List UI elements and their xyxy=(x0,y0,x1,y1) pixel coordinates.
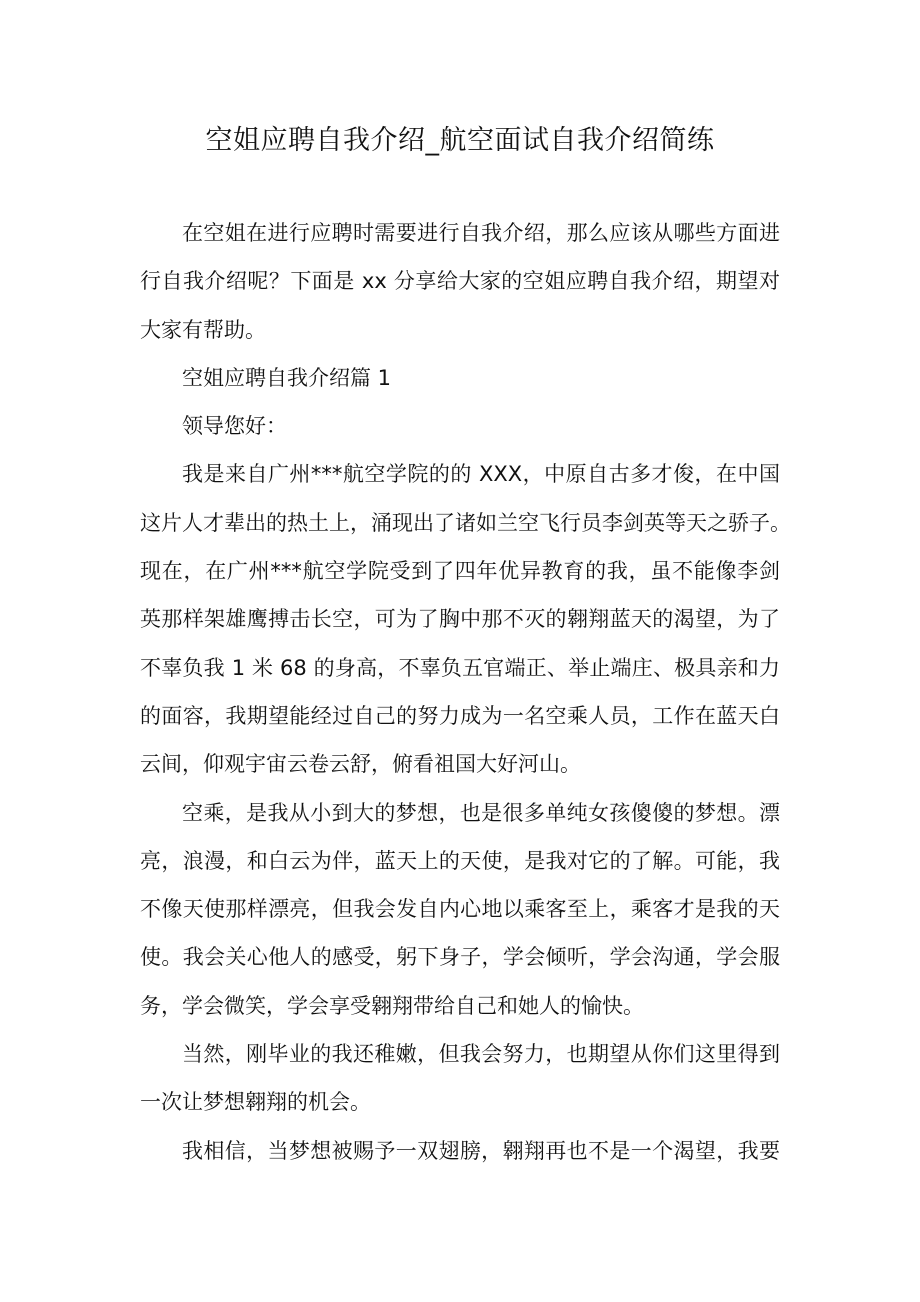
text-line: 英那样架雄鹰搏击长空，可为了胸中那不灭的翱翔蓝天的渴望，为了 xyxy=(140,607,780,632)
text-line: 不辜负我 1 米 68 的身高，不辜负五官端正、举止端庄、极具亲和力 xyxy=(140,655,780,680)
paragraph xyxy=(140,209,780,354)
document-body xyxy=(140,209,791,1175)
paragraph xyxy=(140,402,780,450)
text-line: 行自我介绍呢？下面是 xx 分享给大家的空姐应聘自我介绍，期望对 xyxy=(140,269,780,294)
paragraph xyxy=(140,789,780,1030)
paragraph xyxy=(140,354,780,402)
text-line: 领导您好： xyxy=(182,414,287,439)
text-line: 当然，刚毕业的我还稚嫩，但我会努力，也期望从你们这里得到 xyxy=(182,1042,780,1067)
text-line: 云间，仰观宇宙云卷云舒，俯看祖国大好河山。 xyxy=(140,752,581,777)
text-line: 不像天使那样漂亮，但我会发自内心地以乘客至上，乘客才是我的天 xyxy=(140,897,780,922)
paragraph xyxy=(140,1127,780,1175)
text-line: 空乘，是我从小到大的梦想，也是很多单纯女孩傻傻的梦想。漂 xyxy=(182,800,780,825)
text-line: 空姐应聘自我介绍篇 1 xyxy=(182,365,392,390)
text-line: 我相信，当梦想被赐予一双翅膀，翱翔再也不是一个渴望，我要 xyxy=(182,1138,780,1163)
text-line: 一次让梦想翱翔的机会。 xyxy=(140,1090,371,1115)
text-line: 务，学会微笑，学会享受翱翔带给自己和她人的愉快。 xyxy=(140,993,644,1018)
paragraph xyxy=(140,1030,780,1127)
text-line: 使。我会关心他人的感受，躬下身子，学会倾听，学会沟通，学会服 xyxy=(140,945,780,970)
text-line: 的面容，我期望能经过自己的努力成为一名空乘人员，工作在蓝天白 xyxy=(140,703,780,728)
text-line: 亮，浪漫，和白云为伴，蓝天上的天使，是我对它的了解。可能，我 xyxy=(140,848,780,873)
text-line: 现在，在广州***航空学院受到了四年优异教育的我，虽不能像李剑 xyxy=(140,559,780,584)
text-line: 这片人才辈出的热土上，涌现出了诸如兰空飞行员李剑英等天之骄子。 xyxy=(140,510,791,535)
document-title: 空姐应聘自我介绍_航空面试自我介绍简练 xyxy=(205,125,715,156)
paragraph xyxy=(140,450,791,788)
text-line: 大家有帮助。 xyxy=(140,317,266,342)
text-line: 在空姐在进行应聘时需要进行自我介绍，那么应该从哪些方面进 xyxy=(182,221,780,245)
text-line: 我是来自广州***航空学院的的 XXX，中原自古多才俊，在中国 xyxy=(182,462,780,487)
